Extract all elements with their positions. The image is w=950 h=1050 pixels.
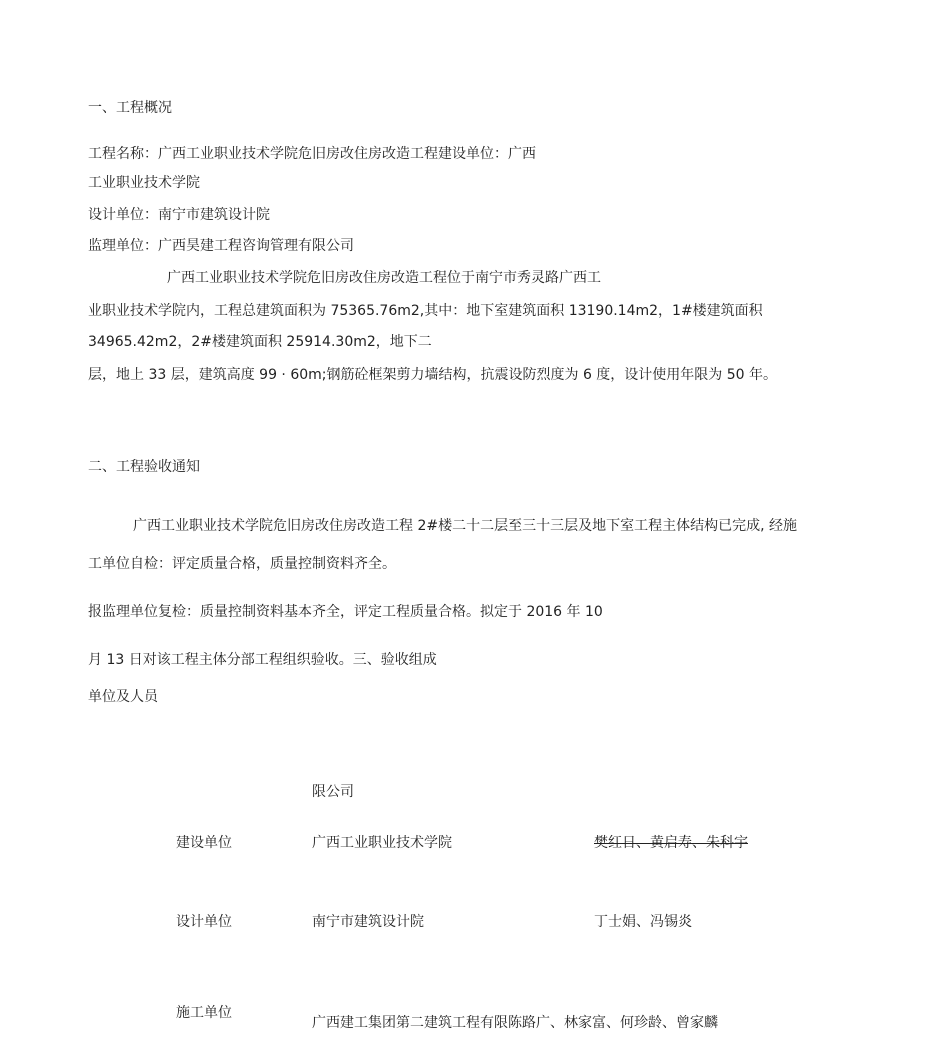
overview-paragraph-line: 层，地上 33 层，建筑高度 99 · 60m;钢筋砼框架剪力墙结构，抗震设防烈度为 6 度，设计使用年限为 50 年。 — [88, 367, 778, 383]
notice-paragraph-line: 月 13 日对该工程主体分部工程组织验收。三、验收组成 — [88, 652, 437, 668]
organization-cell: 南宁市建筑设计院 — [312, 914, 424, 930]
personnel-cell: 樊红日、黄启寿、朱科宇 — [594, 835, 748, 851]
notice-paragraph-line: 单位及人员 — [88, 689, 158, 705]
project-name-line-cont: 工业职业技术学院 — [88, 175, 200, 191]
organization-cell: 广西建工集团第二建筑工程有限陈路广、林家富、何珍龄、曾家麟 — [312, 1015, 718, 1031]
unit-type-cell: 建设单位 — [176, 835, 232, 851]
organization-cell: 广西工业职业技术学院 — [312, 835, 452, 851]
supervision-unit-line: 监理单位：广西昊建工程咨询管理有限公司 — [88, 238, 354, 254]
unit-type-cell: 设计单位 — [176, 914, 232, 930]
section-heading-overview: 一、工程概况 — [88, 100, 172, 116]
overview-paragraph-line: 业职业技术学院内，工程总建筑面积为 75365.76m2,其中：地下室建筑面积 13190.14m2，1#楼建筑面积 — [88, 303, 763, 319]
notice-paragraph-line: 报监理单位复检：质量控制资料基本齐全，评定工程质量合格。拟定于 2016 年 10 — [88, 604, 603, 620]
section-heading-acceptance-notice: 二、工程验收通知 — [88, 459, 200, 475]
table-overflow-text: 限公司 — [312, 784, 354, 800]
project-name-line: 工程名称：广西工业职业技术学院危旧房改住房改造工程建设单位：广西 — [88, 146, 536, 162]
notice-paragraph-line: 工单位自检：评定质量合格，质量控制资料齐全。 — [88, 556, 396, 572]
design-unit-line: 设计单位：南宁市建筑设计院 — [88, 207, 270, 223]
overview-paragraph-line: 34965.42m2，2#楼建筑面积 25914.30m2，地下二 — [88, 334, 432, 350]
notice-paragraph-line: 广西工业职业技术学院危旧房改住房改造工程 2#楼二十二层至三十三层及地下室工程主体结构已完成, 经施 — [133, 518, 797, 534]
unit-type-cell: 施工单位 — [176, 1005, 232, 1021]
personnel-cell: 丁士娟、冯锡炎 — [594, 914, 692, 930]
overview-paragraph-line: 广西工业职业技术学院危旧房改住房改造工程位于南宁市秀灵路广西工 — [167, 270, 601, 286]
